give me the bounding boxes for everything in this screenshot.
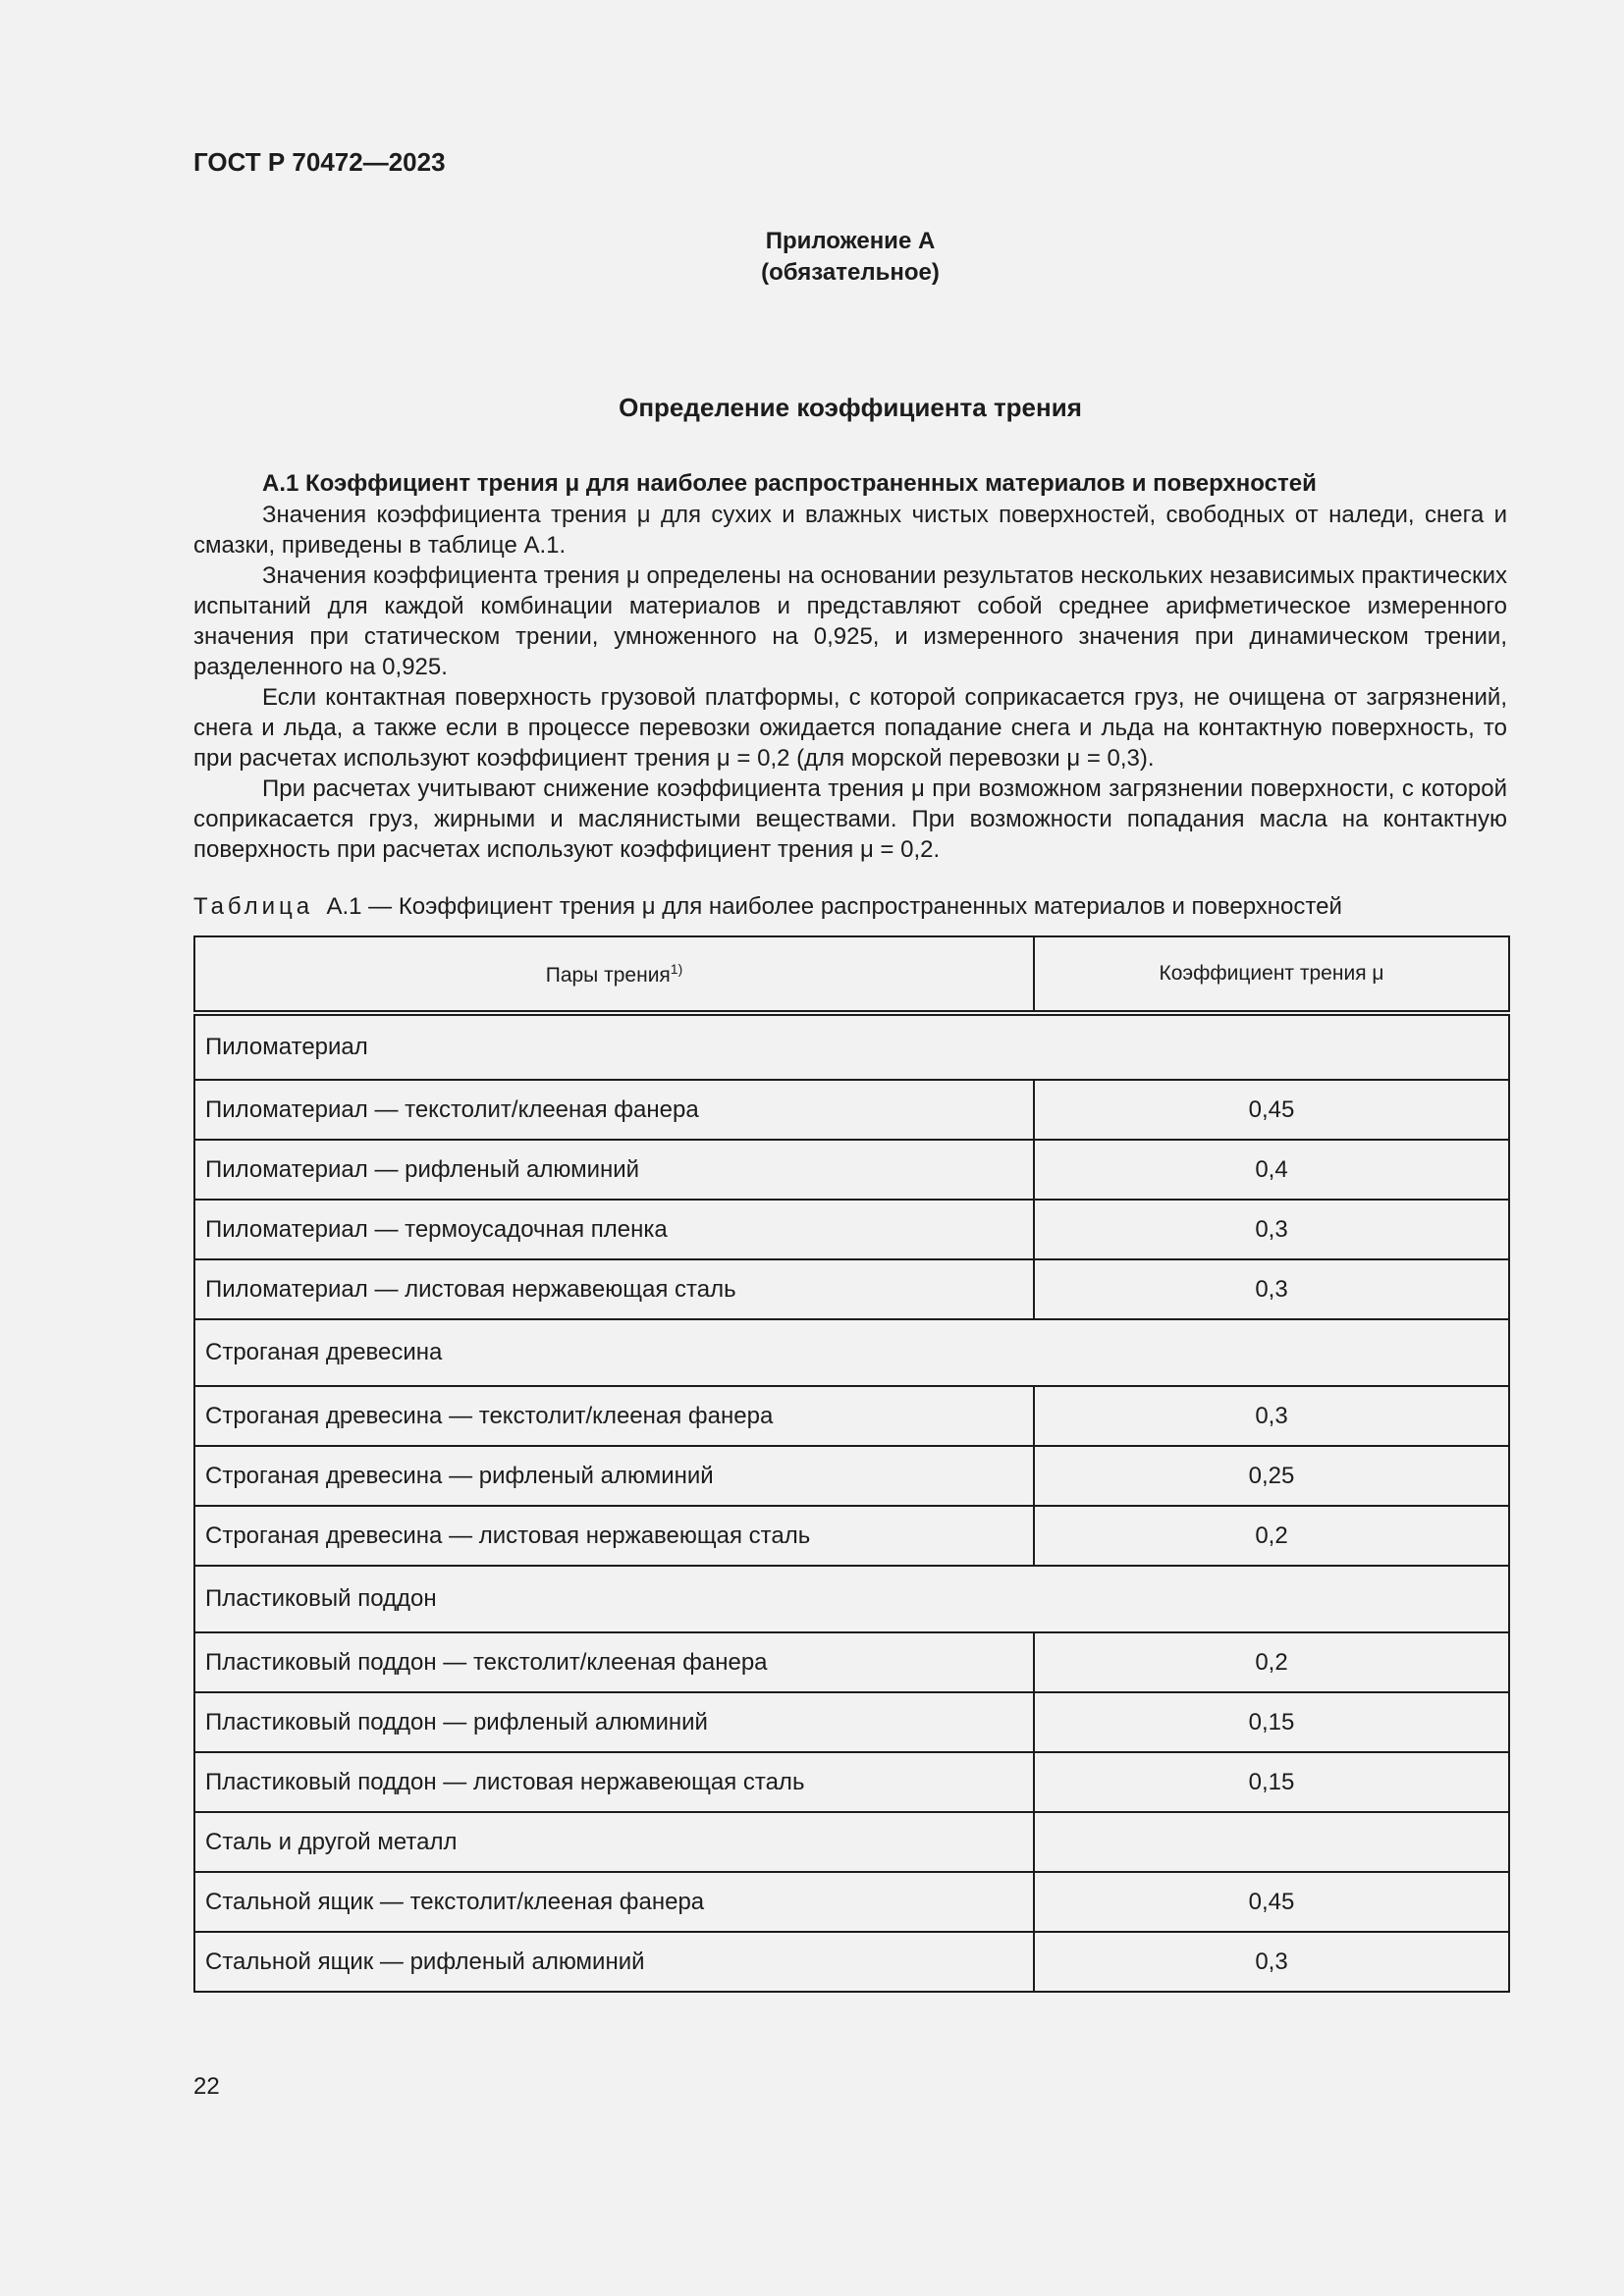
friction-coefficient-cell: 0,25: [1034, 1446, 1509, 1506]
paragraph-2: Значения коэффициента трения μ определены на основании результатов нескольких независимых практических испытаний для каждой комбинации материалов и представляют собой среднее арифметическое измеренного значения при статическом трении, умноженного на 0,925, и измеренного значения при динамическом трении, разделенного на 0,925.: [193, 562, 1507, 680]
table-category-row: [194, 1319, 1509, 1386]
column-header-pairs-label: Пары трения: [545, 963, 671, 987]
table-category-row: [194, 1013, 1509, 1080]
table-row: [194, 1752, 1509, 1812]
friction-coefficient-cell: 0,2: [1034, 1632, 1509, 1692]
friction-pair-cell: Пиломатериал — текстолит/клееная фанера: [194, 1080, 1034, 1140]
friction-coefficient-cell: 0,2: [1034, 1506, 1509, 1566]
annex-title: Приложение А: [765, 228, 936, 254]
section-a1: [193, 468, 1507, 865]
table-row: [194, 1632, 1509, 1692]
section-heading: А.1 Коэффициент трения μ для наиболее распространенных материалов и поверхностей: [262, 470, 1317, 497]
friction-pair-cell: Пластиковый поддон — текстолит/клееная фанера: [194, 1632, 1034, 1692]
table-row: [194, 1932, 1509, 1992]
friction-coefficient-cell: 0,15: [1034, 1692, 1509, 1752]
friction-pair-cell: Пластиковый поддон — листовая нержавеющая сталь: [194, 1752, 1034, 1812]
category-label: Строганая древесина: [194, 1319, 1509, 1386]
friction-coefficient-cell: 0,45: [1034, 1872, 1509, 1932]
table-category-row: [194, 1812, 1509, 1872]
column-header-coefficient: Коэффициент трения μ: [1034, 936, 1509, 1013]
standard-code: ГОСТ Р 70472—2023: [193, 147, 446, 177]
friction-coefficient-cell: [1034, 1812, 1509, 1872]
paragraph-4: При расчетах учитывают снижение коэффициента трения μ при возможном загрязнении поверхности, с которой соприкасается груз, жирными и маслянистыми веществами. При возможности попадания масла на контактную поверхность при расчетах используют коэффициент трения μ = 0,2.: [193, 775, 1507, 863]
friction-pair-cell: Строганая древесина — рифленый алюминий: [194, 1446, 1034, 1506]
category-label: Пластиковый поддон: [194, 1566, 1509, 1632]
column-header-pairs: [194, 936, 1034, 1013]
friction-pair-cell: Сталь и другой металл: [194, 1812, 1034, 1872]
table-row: [194, 1080, 1509, 1140]
table-caption: [193, 891, 1507, 923]
table-row: [194, 1386, 1509, 1446]
annex-heading: [193, 226, 1507, 289]
friction-coefficient-cell: 0,3: [1034, 1259, 1509, 1319]
friction-coefficient-cell: 0,3: [1034, 1932, 1509, 1992]
table-row: [194, 1200, 1509, 1259]
table-row: [194, 1692, 1509, 1752]
table-body: [194, 1013, 1509, 1992]
paragraph-3: Если контактная поверхность грузовой платформы, с которой соприкасается груз, не очищена от загрязнений, снега и льда, а также если в процессе перевозки ожидается попадание снега и льда на контактную поверхность, то при расчетах используют коэффициент трения μ = 0,2 (для морской перевозки μ = 0,3).: [193, 684, 1507, 772]
category-label: Пиломатериал: [194, 1013, 1509, 1080]
friction-pair-cell: Стальной ящик — текстолит/клееная фанера: [194, 1872, 1034, 1932]
friction-pair-cell: Строганая древесина — листовая нержавеющая сталь: [194, 1506, 1034, 1566]
annex-main-title: Определение коэффициента трения: [619, 393, 1082, 422]
footnote-marker: 1): [670, 960, 683, 977]
table-row: [194, 1872, 1509, 1932]
table-caption-text: А.1 — Коэффициент трения μ для наиболее распространенных материалов и поверхностей: [326, 893, 1342, 920]
friction-coefficient-cell: 0,3: [1034, 1386, 1509, 1446]
table-header-row: [194, 936, 1509, 1013]
friction-coefficient-cell: 0,3: [1034, 1200, 1509, 1259]
friction-coefficient-cell: 0,45: [1034, 1080, 1509, 1140]
paragraph-1: Значения коэффициента трения μ для сухих и влажных чистых поверхностей, свободных от наледи, снега и смазки, приведены в таблице А.1.: [193, 502, 1507, 559]
friction-pair-cell: Пиломатериал — листовая нержавеющая сталь: [194, 1259, 1034, 1319]
friction-coefficient-cell: 0,15: [1034, 1752, 1509, 1812]
friction-table: [193, 935, 1510, 1993]
friction-pair-cell: Пиломатериал — рифленый алюминий: [194, 1140, 1034, 1200]
friction-pair-cell: Пиломатериал — термоусадочная пленка: [194, 1200, 1034, 1259]
friction-coefficient-cell: 0,4: [1034, 1140, 1509, 1200]
table-row: [194, 1446, 1509, 1506]
table-category-row: [194, 1566, 1509, 1632]
page-number: 22: [193, 2073, 220, 2100]
friction-pair-cell: Строганая древесина — текстолит/клееная фанера: [194, 1386, 1034, 1446]
friction-pair-cell: Пластиковый поддон — рифленый алюминий: [194, 1692, 1034, 1752]
table-caption-prefix: Таблица: [193, 893, 314, 920]
table-row: [194, 1506, 1509, 1566]
table-row: [194, 1140, 1509, 1200]
friction-pair-cell: Стальной ящик — рифленый алюминий: [194, 1932, 1034, 1992]
table-row: [194, 1259, 1509, 1319]
annex-status: (обязательное): [761, 259, 940, 286]
